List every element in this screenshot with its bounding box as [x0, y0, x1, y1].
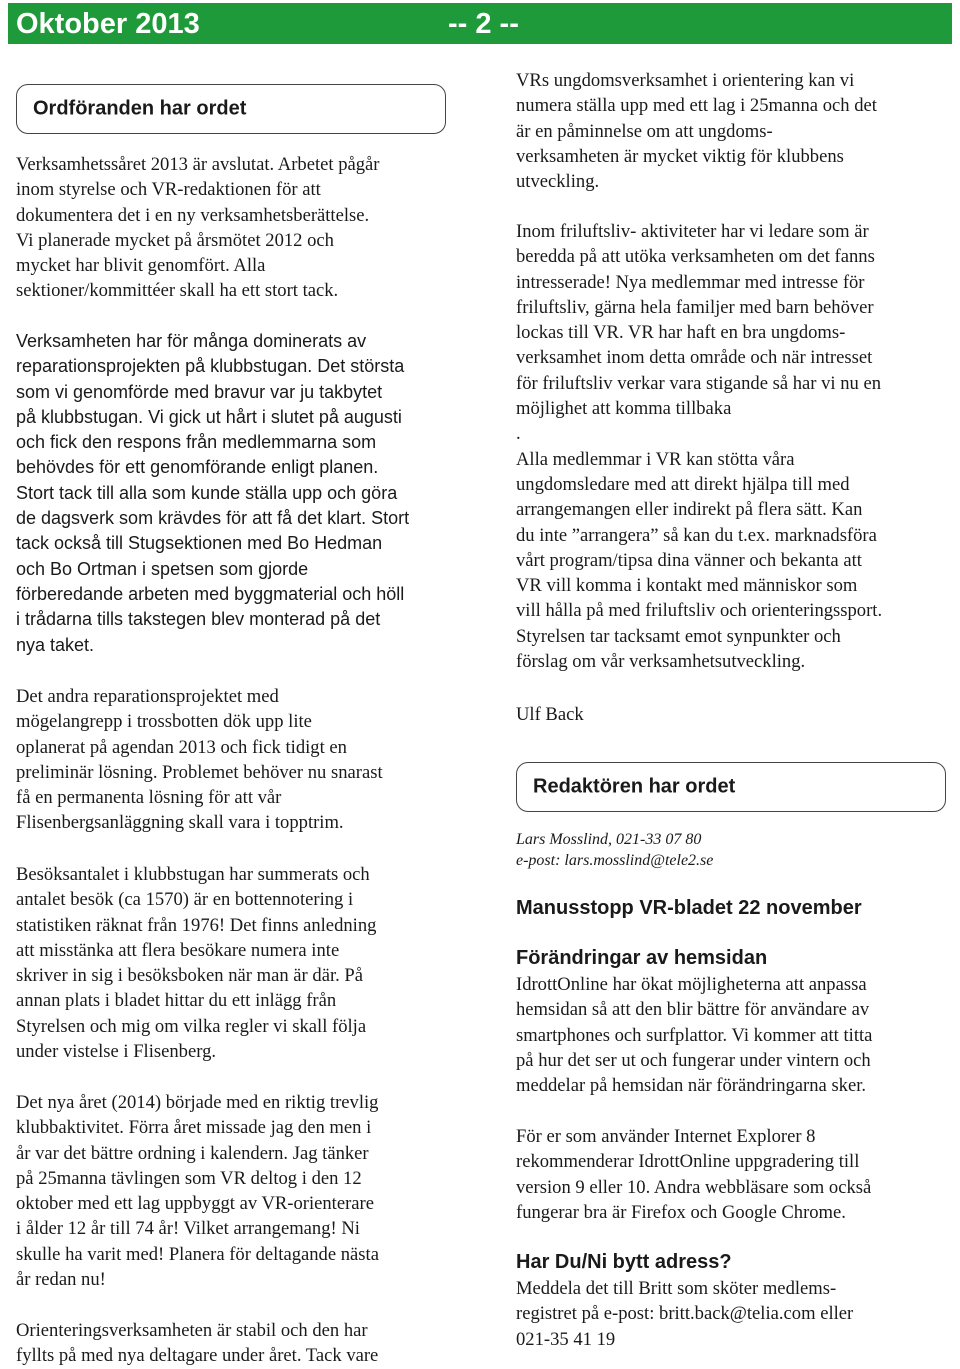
text-line: verksamhet inom detta område och när intresset — [516, 347, 873, 369]
text-line: Styrelsen tar tacksamt emot synpunkter och — [516, 625, 841, 647]
left-paragraph-6 — [16, 1318, 378, 1369]
text-line: För er som använder Internet Explorer 8 — [516, 1126, 816, 1147]
text-line: i trådarna tills takstegen blev monterad på det — [16, 609, 381, 630]
text-line: Verksamheten har för många dominerats av — [16, 331, 367, 351]
deadline-heading: Manusstopp VR-bladet 22 november — [516, 897, 862, 919]
chairman-heading: Ordföranden har ordet — [33, 97, 247, 120]
text-line: 021-35 41 19 — [516, 1328, 616, 1350]
text-line: är en påminnelse om att ungdoms- — [516, 120, 773, 142]
text-line: statistiken räknat från 1976! Det finns anledning — [16, 914, 377, 936]
page-number: -- 2 -- — [448, 8, 519, 40]
text-line: intresserade! Nya medlemmar med intresse för — [516, 271, 865, 293]
text-line: Inom friluftsliv- aktiviteter har vi ledare som är — [516, 221, 869, 242]
text-line: utveckling. — [516, 171, 600, 193]
text-line: de dagsverk som krävdes för att få det klart. Stort — [16, 508, 410, 529]
text-line: i ålder 12 år till 74 år! Vilket arrangemang! Ni — [16, 1218, 360, 1240]
left-paragraph-1 — [16, 152, 380, 304]
text-line: rekommenderar IdrottOnline uppgradering till — [516, 1151, 860, 1173]
text-line: meddelar på hemsidan när förändringarna sker. — [516, 1075, 867, 1097]
text-line: förslag om vår verksamhetsutveckling. — [516, 651, 806, 673]
text-line: annan plats i bladet hittar du ett inlägg från — [16, 990, 337, 1012]
text-line: reparationsprojekten på klubbstugan. Det största — [16, 356, 405, 377]
text-line: preliminär lösning. Problemet behöver nu snarast — [16, 761, 383, 783]
text-line: på klubbstugan. Vi gick ut hårt i slutet på augusti — [16, 406, 402, 427]
text-line: vårt program/tipsa dina vänner och bekanta att — [516, 549, 862, 571]
text-line: för friluftsliv verkar vara stigande så har vi nu en — [516, 372, 882, 394]
text-line: fungerar bra är Firefox och Google Chrome. — [516, 1201, 846, 1223]
text-line: Orienteringsverksamheten är stabil och den har — [16, 1320, 368, 1341]
signature: Ulf Back — [516, 704, 584, 725]
issue-date: Oktober 2013 — [16, 8, 200, 40]
text-line: skriver in sig i besöksboken när man är där. På — [16, 965, 364, 987]
text-line: Det andra reparationsprojektet med — [16, 686, 279, 707]
text-line: ungdomsledare med att direkt hjälpa till med — [516, 473, 850, 495]
text-line: under vistelse i Flisenberg. — [16, 1041, 217, 1063]
right-paragraph-1 — [516, 68, 877, 194]
text-line: vill hålla på med friluftsliv och orienteringssport. — [516, 600, 883, 622]
website-paragraph-2 — [516, 1124, 871, 1225]
text-line: behövdes för ett genomförande enligt planen. — [16, 457, 379, 478]
text-line: år redan nu! — [16, 1269, 106, 1291]
text-line: Meddela det till Britt som sköter medlems- — [516, 1278, 837, 1299]
text-line: smartphones och surfplattor. Vi kommer att titta — [516, 1024, 873, 1046]
left-paragraph-2 — [16, 329, 409, 658]
text-line: år var det bättre ordning i kalendern. Jag tänker — [16, 1142, 369, 1164]
text-line: fyllts på med nya deltagare under året. Tack vare — [16, 1345, 379, 1367]
text-line: Lars Mosslind, 021-33 07 80 — [516, 831, 702, 848]
text-line: mögelangrepp i trossbotten dök upp lite — [16, 711, 312, 733]
text-line: som vi genomförde med bravur var ju takbytet — [16, 381, 383, 402]
text-line: IdrottOnline har ökat möjligheterna att anpassa — [516, 974, 867, 995]
text-line: beredda på att utöka verksamheten om det fanns — [516, 246, 875, 268]
text-line: på 25manna tävlingen som VR deltog i den 12 — [16, 1167, 362, 1189]
text-line: inom styrelse och VR-redaktionen för att — [16, 179, 321, 201]
website-heading: Förändringar av hemsidan — [516, 947, 768, 969]
text-line: Vi planerade mycket på årsmötet 2012 och — [16, 229, 334, 251]
text-line: klubbaktivitet. Förra året missade jag den men i — [16, 1117, 372, 1139]
text-line: antalet besök (ca 1570) är en bottennotering i — [16, 889, 354, 911]
website-paragraph-1 — [516, 972, 872, 1098]
text-line: få en permanenta lösning för att vår — [16, 787, 282, 809]
text-line: verksamheten är mycket viktig för klubbens — [516, 145, 844, 167]
editor-heading-box — [516, 762, 946, 812]
text-line: numera ställa upp med ett lag i 25manna och det — [516, 95, 877, 117]
text-line: oktober med ett lag uppbyggt av VR-orienterare — [16, 1193, 374, 1215]
text-line: dokumentera det i en ny verksamhetsberättelse. — [16, 204, 370, 226]
text-line: sektioner/kommittéer skall ha ett stort tack. — [16, 280, 339, 302]
editor-contact — [516, 829, 713, 871]
text-line: nya taket. — [16, 634, 95, 655]
text-line: Besöksantalet i klubbstugan har summerats och — [16, 864, 370, 885]
text-line: arrangemangen eller indirekt på flera sätt. Kan — [516, 499, 863, 521]
text-line: . — [516, 423, 521, 445]
left-paragraph-3 — [16, 684, 383, 836]
text-line: oplanerat på agendan 2013 och fick tidigt en — [16, 736, 347, 758]
address-heading: Har Du/Ni bytt adress? — [516, 1251, 732, 1273]
text-line: Styrelsen och mig om vilka regler vi skall följa — [16, 1015, 367, 1037]
text-line: Verksamhetssåret 2013 är avslutat. Arbetet pågår — [16, 154, 380, 175]
text-line: Det nya året (2014) började med en riktig trevlig — [16, 1092, 379, 1113]
text-line: förberedande arbeten med byggmaterial och höll — [16, 583, 405, 604]
text-line: e-post: lars.mosslind@tele2.se — [516, 852, 714, 869]
text-line: hemsidan så att den blir bättre för användare av — [516, 999, 870, 1021]
text-line: Flisenbergsanläggning skall vara i topptrim. — [16, 812, 344, 834]
text-line: version 9 eller 10. Andra webbläsare som också — [516, 1176, 872, 1198]
text-line: VR vill komma i kontakt med människor som — [516, 575, 858, 597]
text-line: och fick den respons från medlemmarna som — [16, 432, 377, 453]
right-paragraph-2 — [516, 219, 882, 674]
text-line: mycket har blivit genomfört. Alla — [16, 255, 266, 277]
text-line: du inte ”arrangera” så kan du t.ex. marknadsföra — [516, 524, 877, 546]
text-line: Alla medlemmar i VR kan stötta våra — [516, 448, 795, 470]
editor-heading: Redaktören har ordet — [533, 775, 736, 798]
chairman-heading-box — [16, 84, 446, 134]
text-line: på hur det ser ut och fungerar under vintern och — [516, 1049, 871, 1071]
text-line: lockas till VR. VR har haft en bra ungdoms- — [516, 322, 846, 344]
text-line: tack också till Stugsektionen med Bo Hedman — [16, 533, 383, 554]
address-paragraph — [516, 1276, 853, 1352]
left-paragraph-4 — [16, 862, 376, 1064]
text-line: att misstänka att flera besökare numera inte — [16, 939, 340, 961]
text-line: Stort tack till alla som kunde ställa upp och göra — [16, 482, 398, 503]
text-line: friluftsliv, gärna hela familjer med barn behöver — [516, 296, 874, 318]
text-line: skulle ha varit med! Planera för deltagande nästa — [16, 1243, 379, 1265]
text-line: VRs ungdomsverksamhet i orientering kan vi — [516, 70, 855, 91]
text-line: registret på e-post: britt.back@telia.com eller — [516, 1303, 854, 1325]
text-line: och Bo Ortman i spetsen som gjorde — [16, 558, 309, 579]
text-line: möjlighet att komma tillbaka — [516, 398, 732, 420]
page-header — [8, 3, 952, 44]
left-paragraph-5 — [16, 1090, 379, 1292]
